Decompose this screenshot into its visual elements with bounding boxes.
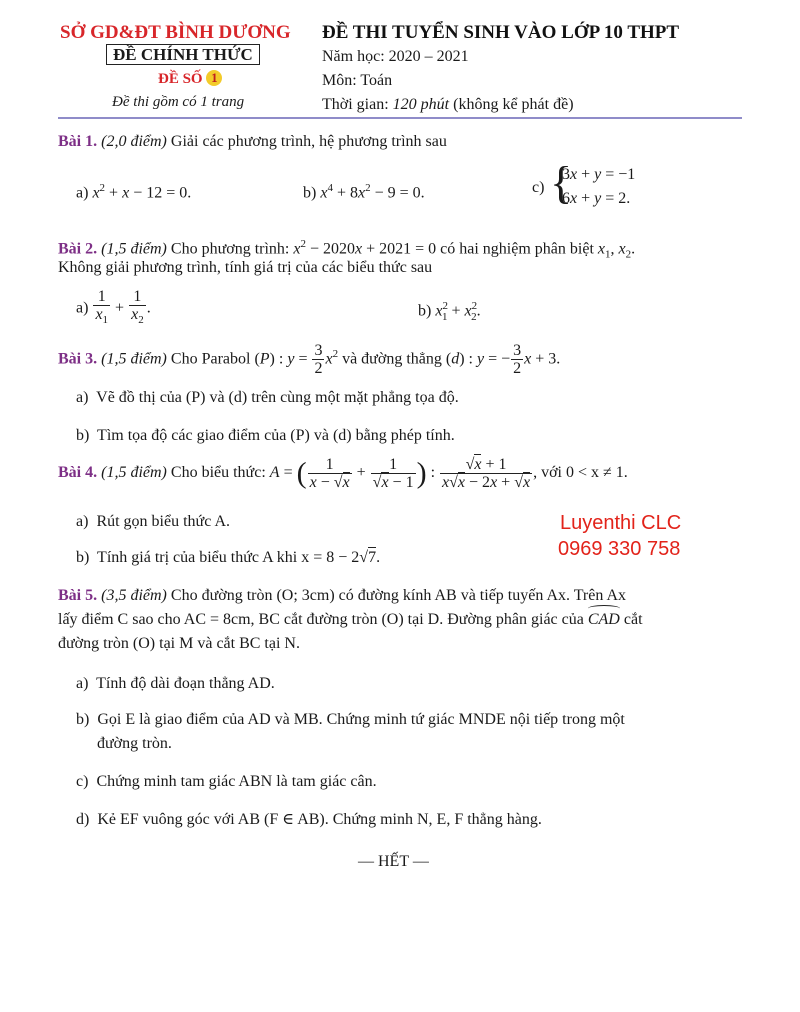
problem-3b: b) Tìm tọa độ các giao điểm của (P) và (d) bằng phép tính. [76,427,455,444]
problem-4-heading: Bài 4. (1,5 điểm) Cho biểu thức: A = ( $\frac{1}{x - √x}$ + $\frac{1}{√x - 1}$ ) : $\frac{√x + 1}{x√x - 2x + √x}$ , với 0 < x ≠ 1. [58,456,628,491]
header-divider [58,117,742,119]
problem-5b-cont: đường tròn. [97,735,172,752]
problem-5a: a) Tính độ dài đoạn thẳng AD. [76,675,275,692]
problem-5b: b) Gọi E là giao điểm của AD và MB. Chứng minh tứ giác MNDE nội tiếp trong một [76,711,625,728]
problem-2-heading: Bài 2. (1,5 điểm) Cho phương trình: $x^2 - 2020x + 2021 = 0$ có hai nghiệm phân biệt $x_1$, $x_2$. [58,238,636,261]
exam-number-badge: 1 [206,70,222,86]
problem-5-line3: đường tròn (O) tại M và cắt BC tại N. [58,635,300,652]
exam-duration: Thời gian: 120 phút (không kể phát đề) [322,96,574,113]
problem-5-line2: lấy điểm C sao cho AC = 8cm, BC cắt đường tròn (O) tại D. Đường phân giác của CAD cắt [58,608,643,632]
watermark-phone: 0969 330 758 [558,538,681,560]
end-marker: — HẾT — [358,853,429,870]
school-name: SỞ GD&ĐT BÌNH DƯƠNG [60,22,291,43]
problem-1b: b) $x^4 + 8x^2 - 9 = 0$. [303,182,425,202]
problem-1-heading: Bài 1. (2,0 điểm) Giải các phương trình, hệ phương trình sau [58,133,447,150]
subject: Môn: Toán [322,72,393,89]
pages-note: Đề thi gồm có 1 trang [112,94,245,110]
problem-3-heading: Bài 3. (1,5 điểm) Cho Parabol (P) : y = $\frac{3}{2}$ $x^2$ và đường thẳng (d) : y = − $\frac{3}{2}$ x + 3. [58,342,561,378]
exam-title: ĐỀ THI TUYỂN SINH VÀO LỚP 10 THPT [322,22,680,43]
official-badge: ĐỀ CHÍNH THỨC [106,45,260,65]
problem-2a: a) $\frac{1}{x_1}$ + $\frac{1}{x_2}$ . [76,288,151,327]
problem-5c: c) Chứng minh tam giác ABN là tam giác cân. [76,773,377,790]
problem-5-heading: Bài 5. (3,5 điểm) Cho đường tròn (O; 3cm) có đường kính AB và tiếp tuyến Ax. Trên Ax [58,587,627,604]
problem-2b: b) $x^2_1 + x^2_2$. [418,300,481,323]
problem-5d: d) Kẻ EF vuông góc với AB (F ∈ AB). Chứng minh N, E, F thẳng hàng. [76,811,542,828]
problem-1a: a) $x^2 + x - 12 = 0$. [76,182,192,202]
school-year: Năm học: 2020 – 2021 [322,48,469,65]
watermark-name: Luyenthi CLC [560,512,682,534]
problem-4b: b) Tính giá trị của biểu thức A khi x = 8 − 2√7. [76,549,381,566]
problem-1c-system: { 3x + y = −1 6x + y = 2. [552,163,635,211]
problem-2-line2: Không giải phương trình, tính giá trị của các biểu thức sau [58,259,433,276]
problem-4a: a) Rút gọn biểu thức A. [76,513,230,530]
problem-1c: c) [532,179,545,196]
exam-code: ĐỀ SỐ 1 [158,70,222,88]
problem-3a: a) Vẽ đồ thị của (P) và (d) trên cùng một mặt phẳng tọa độ. [76,389,459,406]
